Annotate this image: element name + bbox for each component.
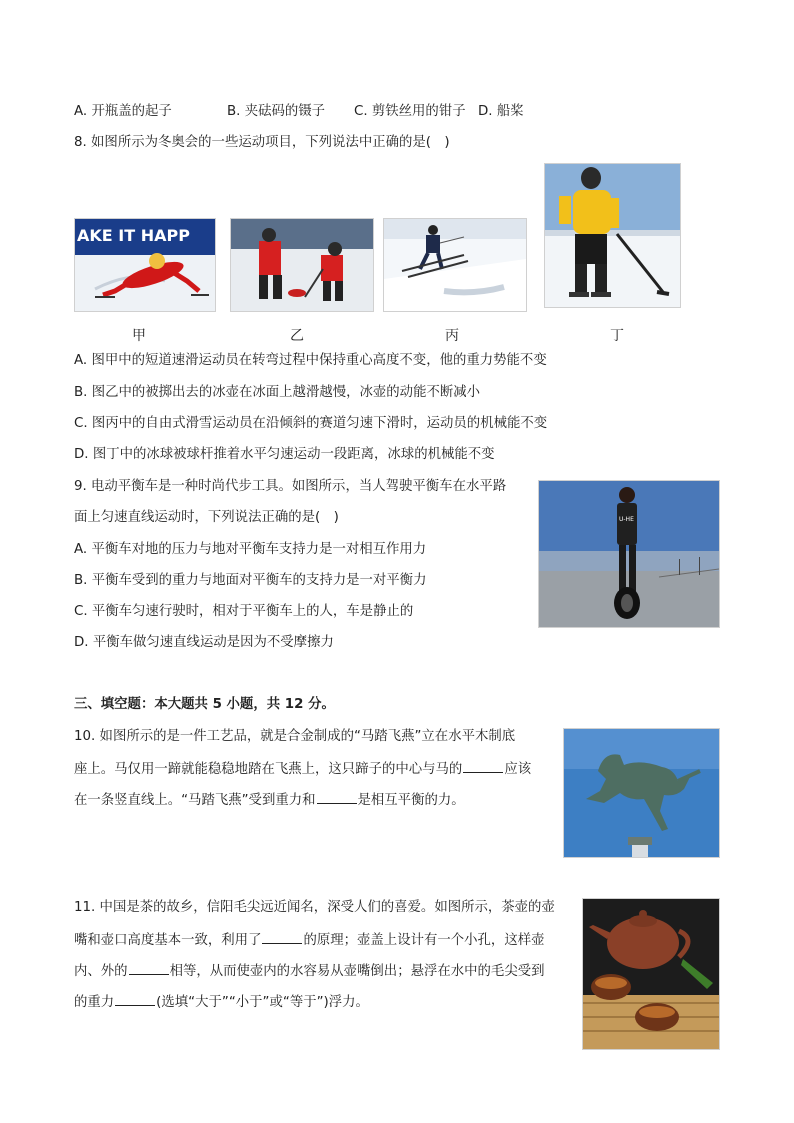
banner-text: AKE IT HAPP: [77, 226, 190, 245]
q9-option-b: B. 平衡车受到的重力与地面对平衡车的支持力是一对平衡力: [74, 573, 427, 588]
q9-option-a: A. 平衡车对地的压力与地对平衡车支持力是一对相互作用力: [74, 542, 427, 557]
q9-option-d: D. 平衡车做匀速直线运动是因为不受摩擦力: [74, 635, 334, 650]
q11-line1: 11. 中国是茶的故乡，信阳毛尖远近闻名，深受人们的喜爱。如图所示，茶壶的壶: [74, 900, 555, 915]
q10-line2-part2: 应该: [504, 762, 532, 777]
q8-option-c: C. 图丙中的自由式滑雪运动员在沿倾斜的赛道匀速下滑时，运动员的机械能不变: [74, 416, 548, 431]
q11-line3: [74, 962, 545, 981]
q11-line3-part1: 内、外的: [74, 964, 128, 979]
shirt-text: U-HE: [619, 516, 634, 523]
q9-stem-line1: 9. 电动平衡车是一种时尚代步工具。如图所示，当人驾驶平衡车在水平路: [74, 479, 507, 494]
q10-line2-part1: 座上。马仅用一蹄就能稳稳地踏在飞燕上，这只蹄子的中心与马的: [74, 762, 463, 777]
q11-blank-1[interactable]: [262, 931, 302, 944]
q11-line4-part1: 的重力: [74, 995, 115, 1010]
q8-option-d: D. 图丁中的冰球被球杆推着水平匀速运动一段距离，冰球的机械能不变: [74, 447, 495, 462]
q11-line2-part2: 的原理；壶盖上设计有一个小孔，这样壶: [303, 933, 545, 948]
q10-blank-2[interactable]: [317, 791, 357, 804]
section-3-title: 三、填空题：本大题共 5 小题，共 12 分。: [74, 697, 335, 712]
q11-line4-part2: (选填“大于”“小于”或“等于”)浮力。: [156, 995, 369, 1010]
q10-line3: [74, 791, 465, 810]
galloping-horse-photo: [563, 728, 720, 858]
caption-bing: 丙: [445, 328, 459, 344]
q11-line2-part1: 嘴和壶口高度基本一致，利用了: [74, 933, 262, 948]
q7-option-a: A. 开瓶盖的起子: [74, 104, 172, 119]
q7-option-b: B. 夹砝码的镊子: [227, 104, 326, 119]
teapot-photo: [582, 898, 720, 1050]
speed-skater-photo: [74, 218, 216, 312]
q8-option-a: A. 图甲中的短道速滑运动员在转弯过程中保持重心高度不变，他的重力势能不变: [74, 353, 547, 368]
q8-stem: 8. 如图所示为冬奥会的一些运动项目，下列说法中正确的是( ): [74, 135, 450, 150]
q10-line3-part1: 在一条竖直线上。“马踏飞燕”受到重力和: [74, 793, 316, 808]
ice-hockey-photo: [544, 163, 681, 308]
caption-jia: 甲: [132, 328, 146, 344]
q11-line4: [74, 993, 369, 1012]
caption-yi: 乙: [290, 328, 304, 344]
q10-line3-part2: 是相互平衡的力。: [357, 793, 465, 808]
balance-scooter-photo: [538, 480, 720, 628]
q10-blank-1[interactable]: [463, 760, 503, 773]
q11-line2: [74, 931, 545, 950]
q10-line1: 10. 如图所示的是一件工艺品，就是合金制成的“马踏飞燕”立在水平木制底: [74, 729, 516, 744]
q7-option-c: C. 剪铁丝用的钳子: [354, 104, 466, 119]
q11-blank-2[interactable]: [129, 962, 169, 975]
q10-line2: [74, 760, 531, 779]
caption-ding: 丁: [610, 328, 624, 344]
q9-option-c: C. 平衡车匀速行驶时，相对于平衡车上的人，车是静止的: [74, 604, 414, 619]
freestyle-skier-photo: [383, 218, 527, 312]
q7-option-d: D. 船桨: [478, 104, 524, 119]
q9-stem-line2: 面上匀速直线运动时，下列说法正确的是( ): [74, 510, 339, 525]
q11-blank-3[interactable]: [115, 993, 155, 1006]
q8-option-b: B. 图乙中的被掷出去的冰壶在冰面上越滑越慢，冰壶的动能不断减小: [74, 385, 481, 400]
q11-line3-part2: 相等，从而使壶内的水容易从壶嘴倒出；悬浮在水中的毛尖受到: [169, 964, 545, 979]
curling-photo: [230, 218, 374, 312]
